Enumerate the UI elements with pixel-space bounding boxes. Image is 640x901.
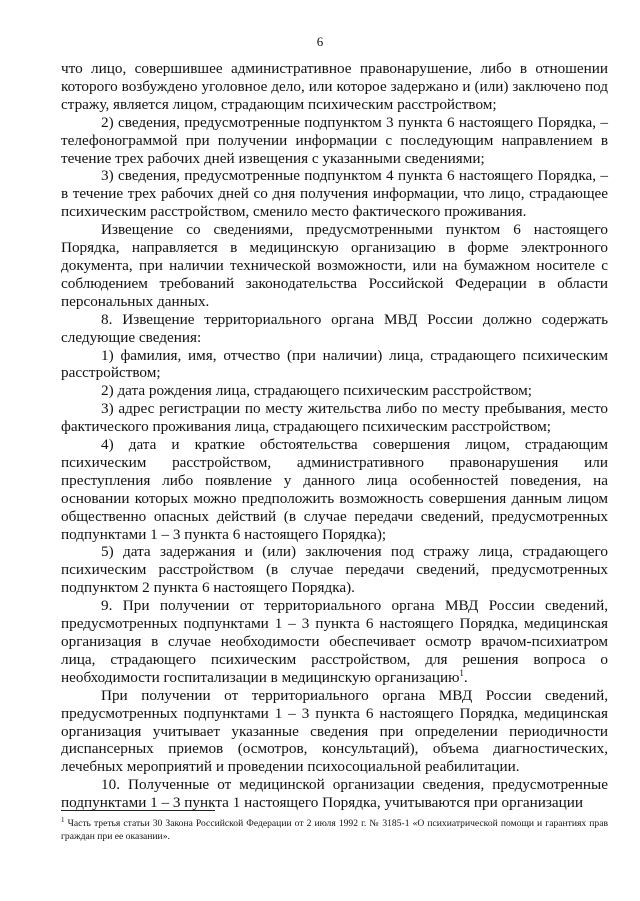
paragraph: 2) дата рождения лица, страдающего психическим расстройством; [101,382,532,400]
paragraph: 3) адрес регистрации по месту жительства либо по месту пребывания, место фактического проживания лица, страдающего психическим расстройством; [61,400,608,436]
footnote-divider [61,810,215,811]
paragraph-text-end: . [463,668,468,686]
paragraph-with-footnote [61,597,608,687]
footnote [61,817,608,843]
paragraph: При получении от территориального органа МВД России сведений, предусмотренных подпунктами 1 – 3 пункта 6 настоящего Порядка, медицинская организация учитывает указанные сведения при определении периодичности диспансерных приемов (осмотров, консультаций), объема диагностических, лечебных мероприятий и проведении психосоциальной реабилитации. [61,686,608,776]
paragraph: 8. Извещение территориального органа МВД России должно содержать следующие сведения: [61,310,608,346]
paragraph: Извещение со сведениями, предусмотренными пунктом 6 настоящего Порядка, направляется в медицинскую организацию в форме электронного документа, при наличии технической возможности, или на бумажном носителе с соблюдением требований законодательства Российской Федерации в области персональных данных. [61,221,608,310]
paragraph: 5) дата задержания и (или) заключения под стражу лица, страдающего психическим расстройством (в случае передачи сведений, предусмотренных подпунктом 2 пункта 6 настоящего Порядка). [61,543,608,597]
paragraph: что лицо, совершившее административное правонарушение, либо в отношении которого возбуждено уголовное дело, или которое задержано и (или) заключено под стражу, является лицом, страдающим психическим расстройством; [61,60,608,113]
footnote-marker: 1 [61,815,65,824]
document-body [61,60,608,812]
paragraph: 3) сведения, предусмотренные подпунктом 4 пункта 6 настоящего Порядка, – в течение трех рабочих дней со дня получения информации, что лицо, страдающее психическим расстройством, сменило место фактического проживания. [61,167,608,221]
paragraph: 2) сведения, предусмотренные подпунктом 3 пункта 6 настоящего Порядка, – телефонограммой при получении информации с последующим направлением в течение трех рабочих дней извещения с указанными сведениями; [61,113,608,167]
page-number: 6 [316,34,324,49]
footnote-text: Часть третья статьи 30 Закона Российской Федерации от 2 июля 1992 г. № 3185-1 «О психиатрической помощи и гарантиях прав граждан при ее оказании». [61,818,608,842]
footnote-reference[interactable]: 1 [459,667,464,678]
paragraph-text: 9. При получении от территориального органа МВД России сведений, предусмотренных подпунктами 1 – 3 пункта 6 настоящего Порядка, медицинская организация в случае необходимости обеспечивает осмотр врачом-психиатром лица, страдающего психическим расстройством, для решения вопроса о необходимости госпитализации в медицинскую организацию [61,597,608,686]
paragraph: 1) фамилия, имя, отчество (при наличии) лица, страдающего психическим расстройством; [61,346,608,382]
paragraph: 4) дата и краткие обстоятельства совершения лицом, страдающим психическим расстройством, административного правонарушения или преступления либо появление у данного лица особенностей поведения, на основании которых можно предположить возможность совершения данным лицом общественно опасных действий (в случае передачи сведений, предусмотренных подпунктами 1 – 3 пункта 6 настоящего Порядка); [61,436,608,543]
paragraph: 10. Полученные от медицинской организации сведения, предусмотренные подпунктами 1 – 3 пункта 1 настоящего Порядка, учитываются при организации [61,776,608,812]
